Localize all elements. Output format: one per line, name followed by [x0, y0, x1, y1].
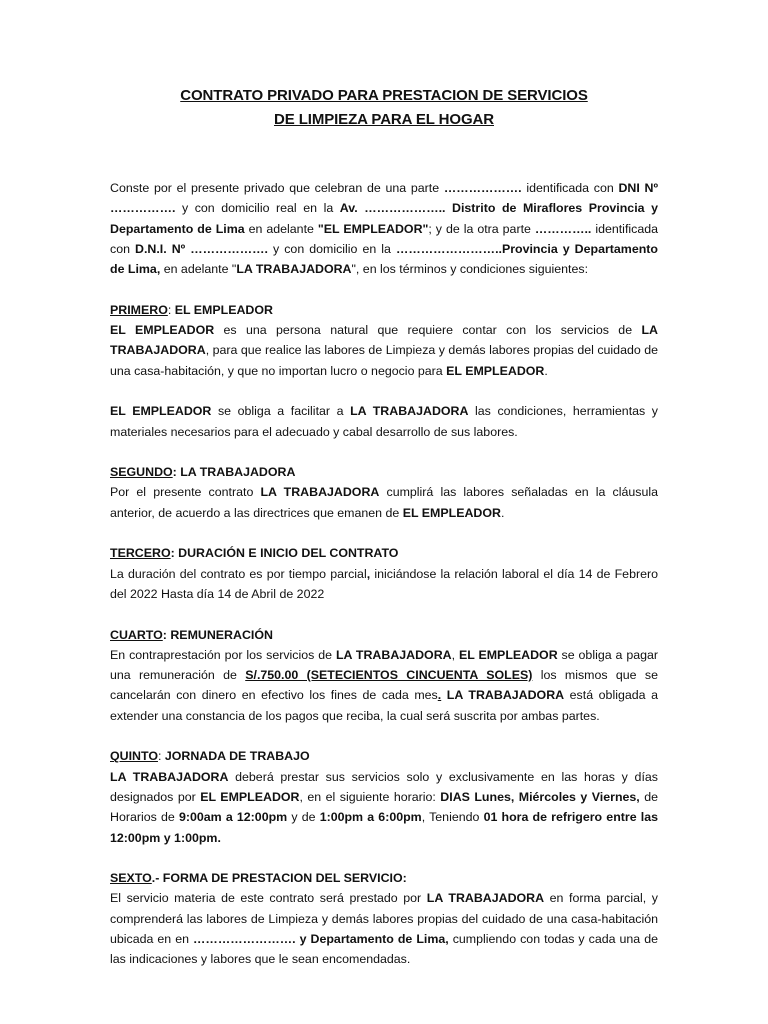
clause-title: : LA TRABAJADORA — [172, 465, 296, 480]
clause-title: .- FORMA DE PRESTACION DEL SERVICIO: — [151, 871, 407, 886]
clause-heading-primero: PRIMERO: EL EMPLEADOR — [110, 302, 273, 317]
clause-heading-cuarto — [110, 625, 658, 645]
clause-paragraph: LA TRABAJADORA deberá prestar sus servicios solo y exclusivamente en las horas y días designados por EL EMPLEADOR, en el siguiente horario: DIAS Lunes, Miércoles y Viernes, de Horarios de 9:00am a 12:00pm y de 1:00pm a 6:00pm, Teniendo 01 hora de refrigero entre las 12:00pm y 1:00pm. — [110, 769, 658, 845]
placeholder-dots: ………….. — [534, 221, 592, 236]
spacer — [110, 442, 658, 462]
clause-heading-sexto — [110, 868, 658, 888]
title-line-1: CONTRATO PRIVADO PARA PRESTACION DE SERVICIOS — [180, 87, 588, 104]
document-title — [110, 84, 658, 132]
clause-heading-quinto: QUINTO: JORNADA DE TRABAJO — [110, 749, 310, 764]
spacer — [110, 604, 658, 624]
clause-heading-segundo — [110, 462, 658, 482]
spacer — [110, 381, 658, 401]
clause-label: TERCERO — [110, 546, 171, 561]
clause-label: PRIMERO — [110, 302, 168, 317]
clause-label: QUINTO — [110, 749, 158, 764]
placeholder-dots: ………………. — [443, 181, 522, 195]
clause-paragraph: El servicio materia de este contrato será prestado por LA TRABAJADORA en forma parcial, y comprenderá las labores de Limpieza y demás labores propias del cuidado de una casa-habitación ubicada en en ……………………. y Departamento de Lima, cumpliendo con todas y cada una de las indicaciones y labores que le sean encomendadas. — [110, 891, 659, 967]
intro-text: ", en los términos y condiciones siguientes: — [351, 262, 589, 277]
spacer — [110, 726, 658, 746]
clause-title: : REMUNERACIÓN — [162, 627, 273, 642]
document-body — [110, 178, 658, 970]
clause-paragraph: EL EMPLEADOR es una persona natural que requiere contar con los servicios de LA TRABAJADORA, para que realice las labores de Limpieza y demás labores propias del cuidado de una casa-habitación, y que no importan lucro o negocio para EL EMPLEADOR. — [110, 323, 658, 378]
clause-paragraph: Por el presente contrato LA TRABAJADORA cumplirá las labores señaladas en la cláusula anterior, de acuerdo a las directrices que emanen de EL EMPLEADOR. — [110, 485, 659, 520]
intro-text: y con domicilio real en la — [175, 201, 340, 216]
remuneration-amount: S/.750.00 (SETECIENTOS CINCUENTA SOLES) — [245, 668, 533, 683]
intro-text: en adelante — [244, 221, 318, 236]
clause-title: : DURACIÓN E INICIO DEL CONTRATO — [170, 546, 399, 561]
clause-label: SEXTO — [110, 871, 152, 886]
spacer — [110, 279, 658, 299]
intro-text: identificada con — [521, 181, 619, 195]
clause-title: JORNADA DE TRABAJO — [164, 749, 310, 764]
spacer — [110, 848, 658, 868]
intro-text: y con domicilio en la — [268, 241, 396, 256]
party-trabajadora: LA TRABAJADORA — [236, 262, 352, 277]
spacer — [110, 523, 658, 543]
intro-text: en adelante " — [160, 262, 237, 277]
placeholder-dots: ………………. — [190, 241, 268, 256]
clause-heading-tercero — [110, 543, 658, 563]
clause-paragraph: En contraprestación por los servicios de LA TRABAJADORA, EL EMPLEADOR se obliga a pagar una remuneración de S/.750.00 (SETECIENTOS CINCUENTA SOLES) los mismos que se cancelarán con dinero en efectivo los fines de cada mes. LA TRABAJADORA está obligada a extender una constancia de los pagos que reciba, la cual será suscrita por ambas partes. — [110, 647, 659, 723]
address-text: ……………………..Provincia y Departamento de Lima, — [110, 241, 658, 277]
placeholder-dots: ……………. — [110, 201, 176, 216]
intro-paragraph — [110, 178, 658, 279]
address-text: Av. ……………….. Distrito de Miraflores Provincia y Departamento de Lima — [110, 201, 658, 236]
clause-title: EL EMPLEADOR — [174, 302, 273, 317]
party-empleador: "EL EMPLEADOR" — [317, 221, 429, 236]
dni-label: D.N.I. Nº — [135, 241, 186, 256]
dni-label: DNI Nº — [618, 181, 658, 195]
title-line-2: DE LIMPIEZA PARA EL HOGAR — [273, 111, 494, 128]
intro-text: ; y de la otra parte — [428, 221, 535, 236]
intro-text: identificada con — [110, 221, 659, 256]
clause-label: CUARTO — [110, 627, 163, 642]
clause-paragraph: EL EMPLEADOR se obliga a facilitar a LA TRABAJADORA las condiciones, herramientas y materiales necesarios para el adecuado y cabal desarrollo de sus labores. — [110, 404, 659, 439]
intro-text: Conste por el presente privado que celebran de una parte — [110, 181, 444, 195]
clause-label: SEGUNDO — [110, 465, 173, 480]
clause-paragraph: La duración del contrato es por tiempo parcial, iniciándose la relación laboral el día 14 de Febrero del 2022 Hasta día 14 de Abril de 2022 — [110, 566, 658, 601]
